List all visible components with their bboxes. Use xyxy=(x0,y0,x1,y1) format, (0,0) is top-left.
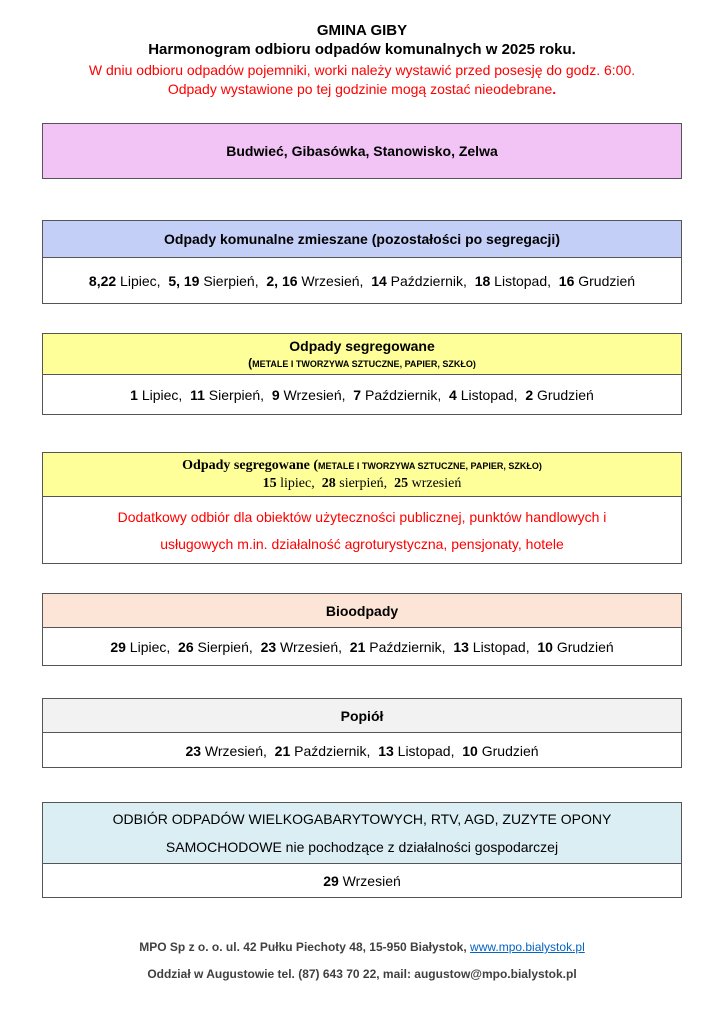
mixed-waste-heading: Odpady komunalne zmieszane (pozostałości po segregacji) xyxy=(43,221,681,258)
localities-box xyxy=(42,123,682,179)
website-link[interactable]: www.mpo.bialystok.pl xyxy=(470,940,585,954)
date-item: 18 Listopad, xyxy=(474,273,551,289)
bulky-line-1: ODBIÓR ODPADÓW WIELKOGABARYTOWYCH, RTV, AGD, ZUZYTE OPONY xyxy=(112,811,612,827)
bulky-waste-box xyxy=(42,802,682,898)
segregated-extra-info xyxy=(43,497,681,564)
mixed-waste-box xyxy=(42,220,682,304)
document-title: GMINA GIBY xyxy=(316,22,408,39)
date-item: 7 Październik, xyxy=(353,387,442,403)
date-item: 21 Październik, xyxy=(349,639,446,655)
date-item: 16 Grudzień xyxy=(558,273,636,289)
date-item: 28 sierpień, xyxy=(321,475,388,491)
date-item: 29 Lipiec, xyxy=(110,639,171,655)
date-item: 21 Październik, xyxy=(274,742,371,759)
ash-heading: Popiół xyxy=(43,699,681,733)
date-item: 1 Lipiec, xyxy=(130,387,183,403)
bio-waste-dates xyxy=(43,628,681,666)
ash-dates xyxy=(43,733,681,768)
info-line-2: usługowych m.in. działalność agroturystyczna, pensjonaty, hotele xyxy=(160,535,564,552)
segregated-waste-heading xyxy=(43,334,681,375)
segregated-waste-dates xyxy=(43,375,681,415)
date-item: 25 wrzesień xyxy=(394,475,462,491)
segregated-title: Odpady segregowane xyxy=(289,338,435,354)
date-item: 2 Grudzień xyxy=(525,387,594,403)
bulky-line-2: SAMOCHODOWE nie pochodzące z działalności gospodarczej xyxy=(165,839,559,855)
date-item: 15 lipiec, xyxy=(262,475,315,491)
footer-address: MPO Sp z o. o. ul. 42 Pułku Piechoty 48, 15-950 Białystok, www.mpo.bialystok.pl xyxy=(139,940,585,954)
date-item: 29 Wrzesień xyxy=(323,873,401,889)
info-line-1: Dodatkowy odbiór dla obiektów użyteczności publicznej, punktów handlowych i xyxy=(117,508,607,525)
date-item: 13 Listopad, xyxy=(378,742,455,759)
bulky-waste-dates xyxy=(43,864,681,898)
segregated-materials: (METALE I TWORZYWA SZTUCZNE, PAPIER, SZKŁO) xyxy=(248,356,476,370)
document-subtitle: Harmonogram odbioru odpadów komunalnych w 2025 roku. xyxy=(148,41,576,58)
notice-line-2: Odpady wystawione po tej godzinie mogą zostać nieodebrane. xyxy=(167,81,557,97)
footer-contact: Oddział w Augustowie tel. (87) 643 70 22, mail: augustow@mpo.bialystok.pl xyxy=(147,967,577,981)
date-item: 14 Październik, xyxy=(371,273,467,289)
date-item: 9 Wrzesień, xyxy=(271,387,346,403)
date-item: 5, 19 Sierpień, xyxy=(168,273,259,289)
bulky-waste-heading xyxy=(43,803,681,864)
segregated-extra-box xyxy=(42,452,682,564)
segregated-waste-box xyxy=(42,333,682,415)
ash-box xyxy=(42,698,682,768)
segregated-extra-dates xyxy=(263,476,462,492)
date-item: 11 Sierpień, xyxy=(190,387,265,403)
localities-label: Budwieć, Gibasówka, Stanowisko, Zelwa xyxy=(226,143,498,159)
date-item: 4 Listopad, xyxy=(449,387,518,403)
date-item: 2, 16 Wrzesień, xyxy=(266,273,364,289)
mixed-waste-dates xyxy=(43,258,681,304)
segregated-extra-title: Odpady segregowane (METALE I TWORZYWA SZTUCZNE, PAPIER, SZKŁO) xyxy=(182,457,542,473)
date-item: 8,22 Lipiec, xyxy=(88,273,161,289)
date-item: 13 Listopad, xyxy=(453,639,530,655)
date-item: 23 Wrzesień, xyxy=(185,742,267,759)
segregated-extra-heading xyxy=(43,453,681,497)
bio-waste-heading: Bioodpady xyxy=(43,594,681,628)
notice-line-1: W dniu odbioru odpadów pojemniki, worki należy wystawić przed posesję do godz. 6:00. xyxy=(88,62,636,78)
date-item: 10 Grudzień xyxy=(462,742,539,759)
date-item: 23 Wrzesień, xyxy=(260,639,343,655)
date-item: 10 Grudzień xyxy=(537,639,614,655)
date-item: 26 Sierpień, xyxy=(178,639,253,655)
bio-waste-box xyxy=(42,593,682,666)
